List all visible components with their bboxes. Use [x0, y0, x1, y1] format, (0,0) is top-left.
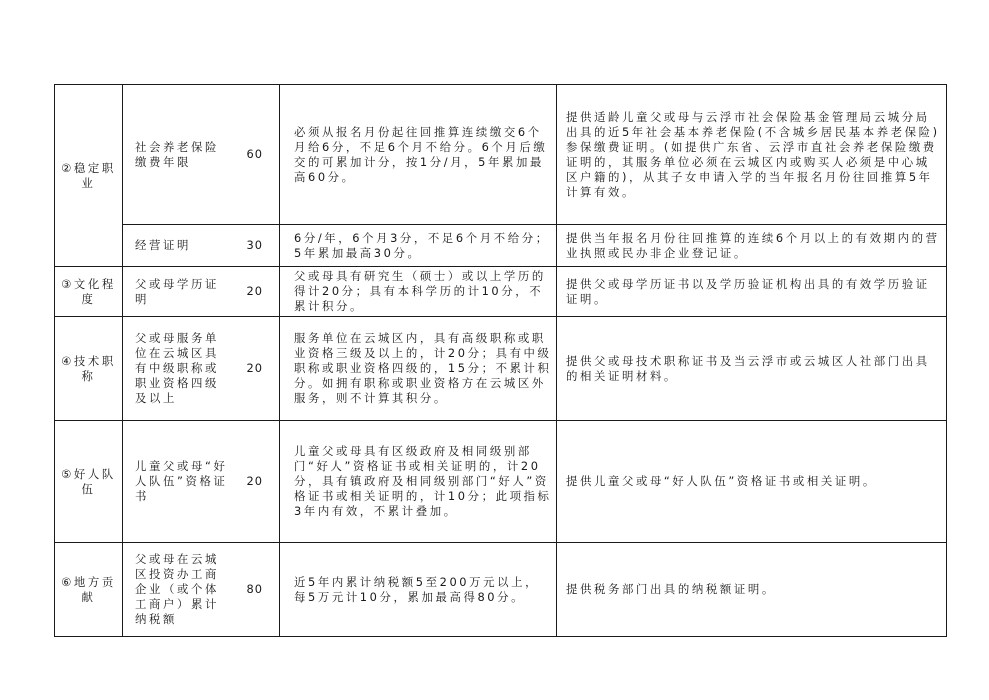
score-cell: 20 — [231, 317, 280, 421]
score-cell: 20 — [231, 267, 280, 317]
score-cell: 20 — [231, 421, 280, 543]
table-row — [55, 543, 947, 637]
proof-cell: 提供当年报名月份往回推算的连续6个月以上的有效期内的营业执照或民办非企业登记证。 — [557, 225, 947, 267]
item-cell: 经营证明 — [123, 225, 231, 267]
category-cell: ④技术职称 — [55, 317, 123, 421]
item-cell: 父或母在云城区投资办工商企业（或个体工商户）累计纳税额 — [123, 543, 231, 637]
category-cell: ⑤好人队伍 — [55, 421, 123, 543]
scoring-table — [54, 84, 947, 637]
table-row — [55, 317, 947, 421]
proof-cell: 提供父或母技术职称证书及当云浮市或云城区人社部门出具的相关证明材料。 — [557, 317, 947, 421]
category-cell: ②稳定职业 — [55, 85, 123, 267]
score-cell: 60 — [231, 85, 280, 225]
proof-cell: 提供税务部门出具的纳税额证明。 — [557, 543, 947, 637]
proof-cell: 提供父或母学历证书以及学历验证机构出具的有效学历验证证明。 — [557, 267, 947, 317]
criteria-cell: 父或母具有研究生（硕士）或以上学历的得计20分；具有本科学历的计10分，不累计积分。 — [280, 267, 557, 317]
category-cell: ⑥地方贡献 — [55, 543, 123, 637]
proof-cell: 提供儿童父或母“好人队伍”资格证书或相关证明。 — [557, 421, 947, 543]
item-cell: 父或母学历证明 — [123, 267, 231, 317]
criteria-cell: 服务单位在云城区内，具有高级职称或职业资格三级及以上的，计20分；具有中级职称或职业资格四级的，15分；不累计积分。如拥有职称或职业资格方在云城区外服务，则不计算其积分。 — [280, 317, 557, 421]
category-cell: ③文化程度 — [55, 267, 123, 317]
criteria-cell: 必须从报名月份起往回推算连续缴交6个月给6分，不足6个月不给分。6个月后缴交的可累加计分，按1分/月，5年累加最高60分。 — [280, 85, 557, 225]
score-cell: 30 — [231, 225, 280, 267]
score-cell: 80 — [231, 543, 280, 637]
table-row — [55, 85, 947, 225]
item-cell: 社会养老保险缴费年限 — [123, 85, 231, 225]
table-row — [55, 225, 947, 267]
proof-cell: 提供适龄儿童父或母与云浮市社会保险基金管理局云城分局出具的近5年社会基本养老保险(不含城乡居民基本养老保险)参保缴费证明。(如提供广东省、云浮市直社会养老保险缴费证明的，其服务单位必须在云城区内或购买人必须是中心城区户籍的)，从其子女申请入学的当年报名月份往回推算5年计算有效。 — [557, 85, 947, 225]
item-cell: 儿童父或母“好人队伍”资格证书 — [123, 421, 231, 543]
item-cell: 父或母服务单位在云城区具有中级职称或职业资格四级及以上 — [123, 317, 231, 421]
table-row — [55, 267, 947, 317]
table-row — [55, 421, 947, 543]
criteria-cell: 儿童父或母具有区级政府及相同级别部门“好人”资格证书或相关证明的，计20分，具有镇政府及相同级别部门“好人”资格证书或相关证明的，计10分；此项指标3年内有效，不累计叠加。 — [280, 421, 557, 543]
criteria-cell: 6分/年，6个月3分，不足6个月不给分；5年累加最高30分。 — [280, 225, 557, 267]
criteria-cell: 近5年内累计纳税额5至200万元以上，每5万元计10分，累加最高得80分。 — [280, 543, 557, 637]
